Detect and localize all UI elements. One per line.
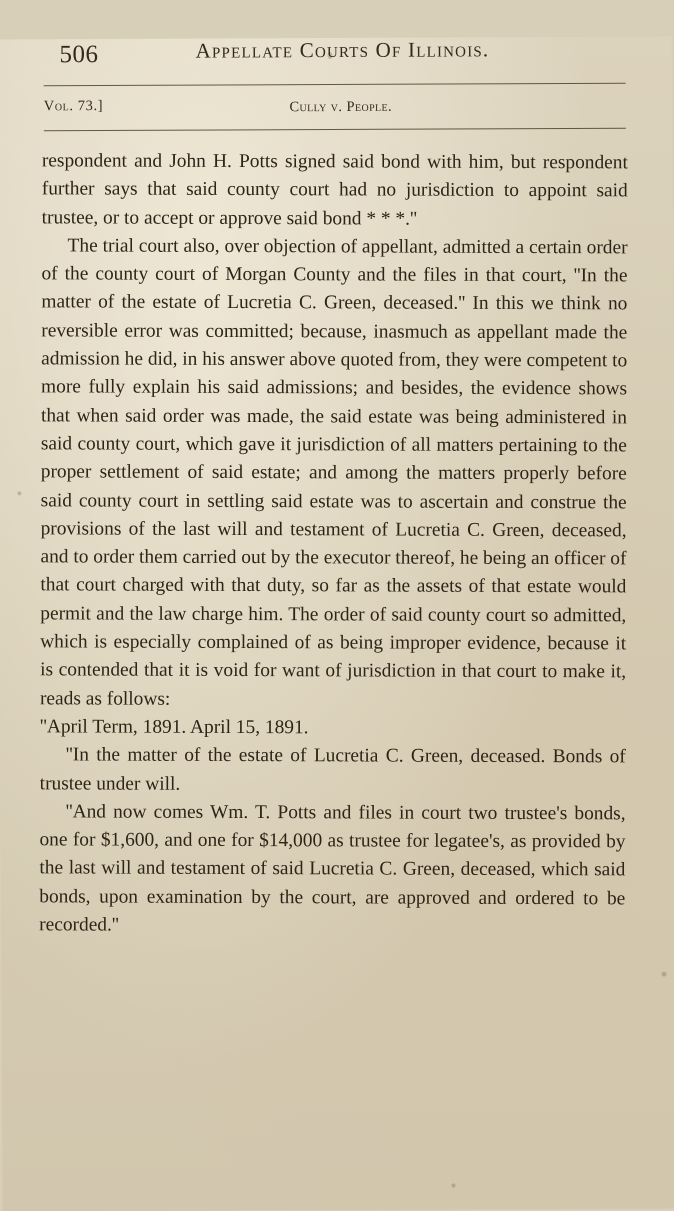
volume-label: Vol. 73.]	[43, 98, 104, 115]
book-page	[0, 37, 674, 1211]
paragraph: ''April Term, 1891. April 15, 1891.	[39, 716, 309, 739]
sub-header-rule	[44, 128, 626, 132]
paragraph: The trial court also, over objection of appellant, admitted a certain order of the county court of Morgan County and the files in that court, ''In the matter of the estate of Lucretia C. Green, deceased.'' In this we think no reversible error was committed; because, inasmuch as appellant made the admission he did, in his answer above quoted from, they were competent to more fully explain his said admissions; and besides, the evidence shows that when said order was made, the said estate was being administered in said county court, which gave it jurisdiction of all matters pertaining to the proper settlement of said estate; and among the matters properly before said county court in settling said estate was to ascertain and construe the provisions of the last will and testament of Lucretia C. Green, deceased, and to order them carried out by the executor thereof, he being an officer of that court charged with that duty, so far as the assets of that estate would permit and the law charge him. The order of said county court so admitted, which is especially complained of as being improper evidence, because it is contended that it is void for want of jurisdiction in that court to make it, reads as follows:	[39, 235, 628, 710]
paragraph: respondent and John H. Potts signed said bond with him, but respondent further says that said county court had no jurisdiction to appoint said trustee, or to accept or approve said bond * * *.''	[41, 150, 628, 230]
sub-header	[38, 93, 632, 122]
paper-speck	[662, 972, 667, 977]
case-name: Cully v. People.	[289, 98, 393, 116]
paper-speck	[17, 491, 21, 495]
body-text	[35, 147, 632, 941]
paragraph: ''In the matter of the estate of Lucretia C. Green, deceased. Bonds of trustee under will.	[39, 744, 626, 795]
running-head	[37, 37, 631, 74]
page-number: 506	[59, 41, 99, 69]
paper-speck	[451, 1183, 455, 1187]
running-head-title: Appellate Courts Of Illinois.	[195, 37, 490, 63]
header-rule	[44, 83, 626, 87]
paragraph: ''And now comes Wm. T. Potts and files in court two trustee's bonds, one for $1,600, and one for $14,000 as trustee for legatee's, as provided by the last will and testament of said Lucretia C. Green, deceased, which said bonds, upon examination by the court, are approved and ordered to be recorded.''	[39, 801, 626, 936]
